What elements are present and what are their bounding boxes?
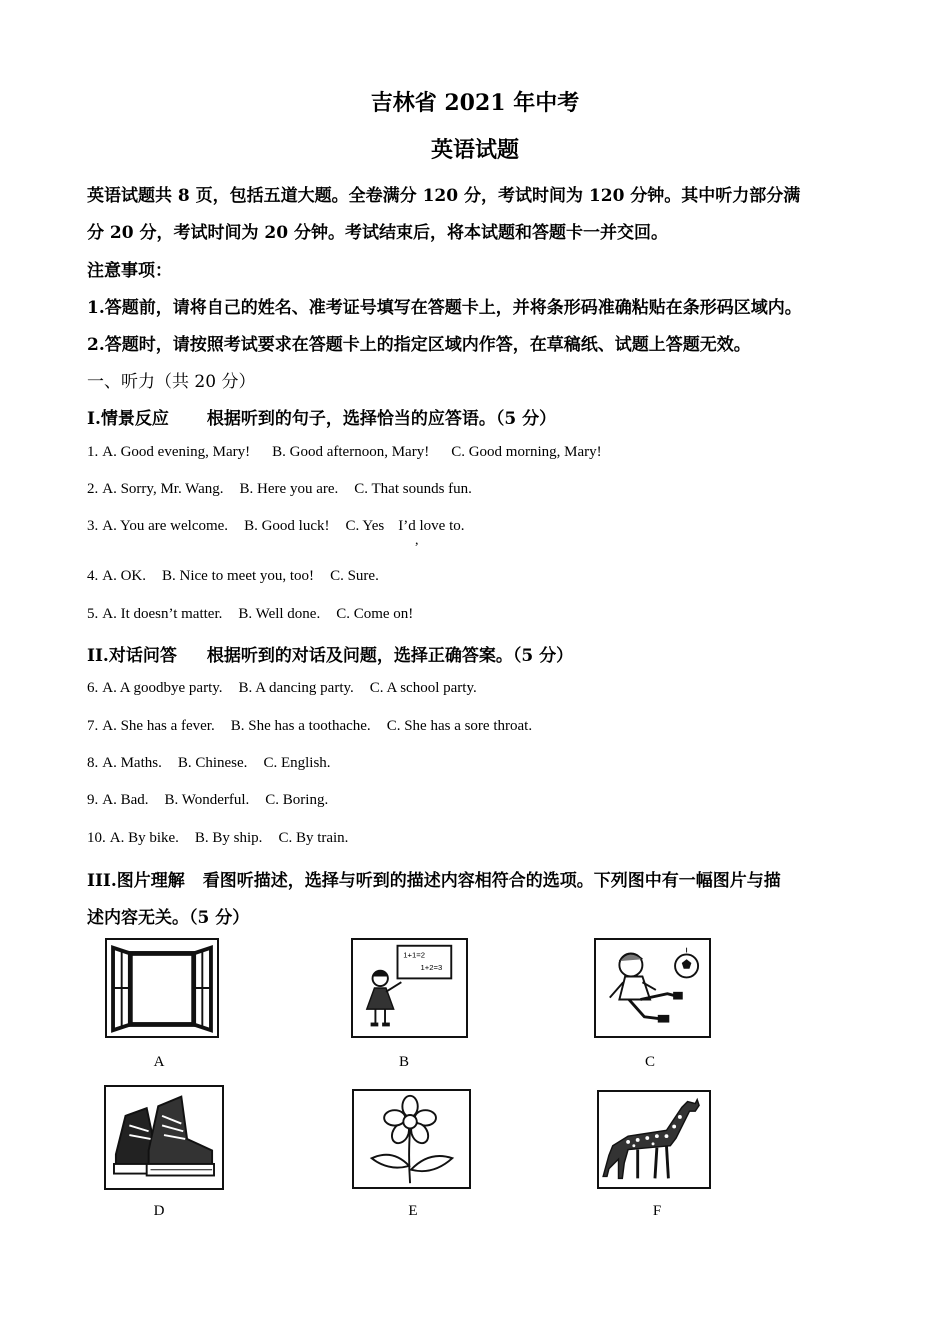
option-c-continued: I’d love to. bbox=[398, 518, 465, 534]
section3-instruction-cont: 述内容无关。（5 分） bbox=[87, 908, 250, 928]
question-10 bbox=[87, 830, 370, 847]
boy-kicking-ball-icon bbox=[594, 938, 711, 1038]
notes-heading: 注意事项： bbox=[87, 261, 172, 281]
board-line-2: 1+2=3 bbox=[420, 962, 443, 972]
question-number: 2. bbox=[87, 481, 99, 497]
exam-subtitle: 英语试题 bbox=[430, 137, 519, 163]
question-6 bbox=[87, 680, 499, 697]
picture-label-a: A bbox=[153, 1054, 165, 1070]
section1-instruction: 根据听到的句子，选择恰当的应答语。（5 分） bbox=[206, 409, 557, 429]
option-c: C. By train. bbox=[278, 830, 349, 846]
intro-line-2: 分 20 分，考试时间为 20 分钟。考试结束后，将本试题和答题卡一并交回。 bbox=[87, 223, 668, 243]
picture-label-f: F bbox=[652, 1203, 662, 1219]
option-b: B. Nice to meet you, too! bbox=[162, 568, 315, 584]
section1-heading bbox=[87, 404, 556, 429]
option-b: B. Wonderful. bbox=[164, 792, 250, 808]
flower-icon bbox=[352, 1089, 471, 1189]
question-4 bbox=[87, 568, 401, 585]
option-b: B. Well done. bbox=[238, 606, 321, 622]
option-b: B. She has a toothache. bbox=[230, 718, 371, 734]
question-5 bbox=[87, 606, 435, 623]
option-b: B. By ship. bbox=[194, 830, 263, 846]
exam-title: 吉林省 2021 年中考 bbox=[370, 90, 580, 116]
question-number: 6. bbox=[87, 680, 99, 696]
option-a: A. You are welcome. bbox=[102, 518, 229, 534]
question-number: 10. bbox=[87, 830, 106, 846]
section1-title: I.情景反应 bbox=[87, 409, 169, 429]
option-b: B. Good luck! bbox=[244, 518, 330, 534]
question-8 bbox=[87, 755, 353, 772]
option-c: C. A school party. bbox=[369, 680, 477, 696]
picture-label-e: E bbox=[408, 1203, 418, 1219]
picture-label-d: D bbox=[153, 1203, 165, 1219]
option-a: A. Sorry, Mr. Wang. bbox=[102, 481, 224, 497]
picture-label-c: C bbox=[644, 1054, 655, 1070]
section3-instruction: 看图听描述，选择与听到的描述内容相符合的选项。下列图中有一幅图片与描 bbox=[202, 871, 781, 891]
option-a: A. By bike. bbox=[109, 830, 179, 846]
question-9 bbox=[87, 792, 350, 809]
section3-heading bbox=[87, 866, 781, 891]
option-b: B. A dancing party. bbox=[238, 680, 354, 696]
note-1: 1.答题前，请将自己的姓名、准考证号填写在答题卡上，并将条形码准确粘贴在条形码区域内。 bbox=[87, 298, 802, 318]
option-c: C. Sure. bbox=[330, 568, 379, 584]
question-number: 7. bbox=[87, 718, 99, 734]
girl-at-blackboard-icon bbox=[351, 938, 468, 1038]
option-a: A. Maths. bbox=[102, 755, 162, 771]
section2-title: II.对话问答 bbox=[87, 646, 177, 666]
option-c: C. English. bbox=[263, 755, 331, 771]
option-a: A. Bad. bbox=[102, 792, 149, 808]
question-number: 4. bbox=[87, 568, 99, 584]
question-number: 1. bbox=[87, 444, 99, 460]
question-3 bbox=[87, 518, 487, 535]
option-c: C. Yes bbox=[345, 518, 385, 534]
option-b: B. Here you are. bbox=[239, 481, 339, 497]
question-number: 3. bbox=[87, 518, 99, 534]
stray-comma: , bbox=[415, 533, 419, 548]
giraffe-icon bbox=[597, 1090, 711, 1189]
option-b: B. Chinese. bbox=[177, 755, 248, 771]
question-7 bbox=[87, 718, 554, 735]
intro-line-1: 英语试题共 8 页，包括五道大题。全卷满分 120 分，考试时间为 120 分钟。其中听力部分满 bbox=[87, 186, 801, 206]
note-2: 2.答题时，请按照考试要求在答题卡上的指定区域内作答，在草稿纸、试题上答题无效。 bbox=[87, 335, 751, 355]
option-a: A. It doesn’t matter. bbox=[102, 606, 223, 622]
option-a: A. Good evening, Mary! bbox=[102, 444, 251, 460]
sneakers-icon bbox=[104, 1085, 224, 1190]
question-2 bbox=[87, 481, 494, 498]
option-a: A. She has a fever. bbox=[102, 718, 215, 734]
question-1 bbox=[87, 444, 624, 461]
board-line-1: 1+1=2 bbox=[403, 950, 426, 960]
section2-heading bbox=[87, 641, 573, 666]
option-c: C. She has a sore throat. bbox=[386, 718, 533, 734]
part1-heading: 一、听力（共 20 分） bbox=[87, 372, 256, 392]
question-number: 5. bbox=[87, 606, 99, 622]
option-c: C. Come on! bbox=[336, 606, 414, 622]
question-number: 8. bbox=[87, 755, 99, 771]
picture-label-b: B bbox=[398, 1054, 409, 1070]
option-a: A. A goodbye party. bbox=[102, 680, 223, 696]
option-b: B. Good afternoon, Mary! bbox=[272, 444, 430, 460]
option-c: C. That sounds fun. bbox=[354, 481, 472, 497]
option-c: C. Boring. bbox=[265, 792, 329, 808]
option-a: A. OK. bbox=[102, 568, 146, 584]
option-c: C. Good morning, Mary! bbox=[451, 444, 602, 460]
section3-title: III.图片理解 bbox=[87, 871, 185, 891]
question-number: 9. bbox=[87, 792, 99, 808]
window-icon bbox=[105, 938, 219, 1038]
section2-instruction: 根据听到的对话及问题，选择正确答案。（5 分） bbox=[206, 646, 574, 666]
